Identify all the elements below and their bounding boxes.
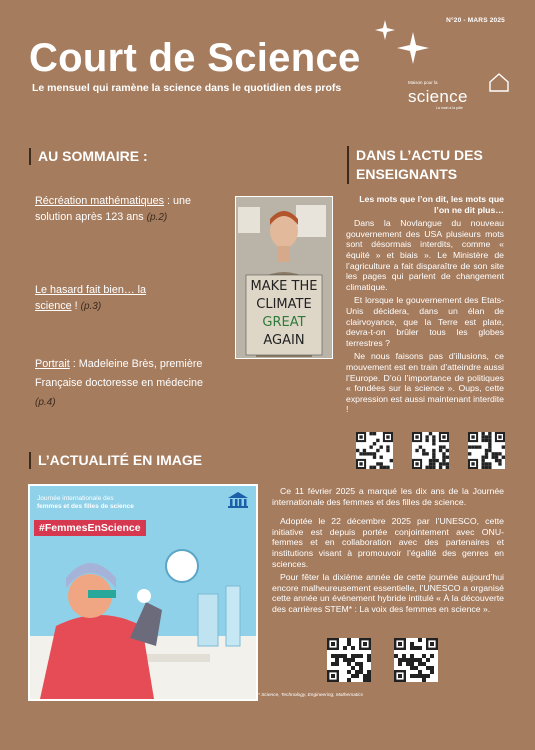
issue-number: N°20 - MARS 2025	[446, 17, 505, 24]
sign-line: AGAIN	[263, 333, 305, 348]
toc-item[interactable]: Portrait : Madeleine Brès, première Française doctoresse en médecine (p.4)	[35, 358, 204, 408]
sign-line: GREAT	[262, 315, 306, 330]
protest-photo	[235, 196, 333, 359]
poster-title-line: Journée internationale des	[37, 495, 114, 502]
qr-code[interactable]	[327, 638, 371, 682]
sign-line: CLIMATE	[256, 297, 312, 312]
actu-paragraph: Et lorsque le gouvernement des Etats-Unis décidera, dans un élan de clairvoyance, que la Terre est plate, devra-t-on brûler tous les globes terrestres ?	[346, 295, 504, 348]
image-paragraph: Ce 11 février 2025 a marqué les dix ans de la Journée internationale des femmes et des filles de science.	[272, 486, 504, 507]
toc-item[interactable]: Le hasard fait bien… la science ! (p.3)	[35, 284, 147, 312]
house-icon	[488, 72, 510, 92]
image-paragraph: Pour fêter la dixième année de cette journée aujourd’hui encore malheureusement essentielle, l’UNESCO a organisé cette année un événement hybride intitulé « À la découverte des carrières STEM* : La voix des femmes en science ».	[272, 572, 504, 614]
poster-title-line: femmes et des filles de science	[37, 503, 134, 510]
actu-lead: Les mots que l’on dit, les mots que l’on ne dit plus…	[359, 194, 504, 215]
hashtag-banner: #FemmesEnScience	[34, 520, 146, 536]
sparkle-icon	[375, 18, 435, 68]
science-day-poster	[28, 484, 258, 701]
unesco-temple-icon	[226, 491, 250, 509]
page-ref: (p.2)	[146, 211, 168, 223]
image-heading: L’ACTUALITÉ EN IMAGE	[29, 452, 202, 469]
maison-science-logo: Maison pour la science La main à la pâte	[408, 76, 512, 114]
actu-paragraph: Dans la Novlangue du nouveau gouvernement des USA plusieurs mots sont désormais interdits, comme « équité » et biais ». Le Ministère de l’agriculture a fait disparaître de son site les pages qui parlent de changement climatique.	[346, 218, 504, 292]
image-paragraph: Adoptée le 22 décembre 2025 par l’UNESCO, cette initiative est depuis portée conjointement avec ONU-femmes et en collaboration avec des partenaires et institutions visant à promouvoir l’égalité des genres en sciences.	[272, 516, 504, 569]
sommaire-heading: AU SOMMAIRE :	[29, 148, 148, 165]
magazine-subtitle: Le mensuel qui ramène la science dans le quotidien des profs	[32, 82, 342, 94]
footnote: * Science, Technology, Engineering, Mathematics	[258, 693, 364, 698]
sign-line: MAKE THE	[250, 279, 318, 294]
magazine-title: Court de Science	[29, 36, 361, 80]
toc-title: Portrait	[35, 358, 70, 370]
qr-code[interactable]	[412, 432, 449, 469]
actu-paragraph: Ne nous faisons pas d’illusions, ce mouvement est en train d’atteindre aussi l’Europe. D’où l’importance de politiques « fondées sur la science ». Oups, cette expression est aussi maintenant interdite !	[346, 351, 504, 415]
page-ref: (p.3)	[80, 300, 102, 312]
toc-title: Récréation mathématiques	[35, 195, 165, 207]
actu-text	[346, 194, 504, 418]
toc-title: Le hasard fait bien… la science	[35, 284, 147, 312]
qr-code[interactable]	[394, 638, 438, 682]
page-ref: (p.4)	[35, 397, 56, 408]
toc-item[interactable]: Récréation mathématiques : une solution après 123 ans (p.2)	[35, 195, 192, 223]
qr-code[interactable]	[356, 432, 393, 469]
image-text	[272, 486, 504, 618]
qr-code[interactable]	[468, 432, 505, 469]
actu-heading: DANS L’ACTU DES ENSEIGNANTS	[347, 146, 516, 184]
